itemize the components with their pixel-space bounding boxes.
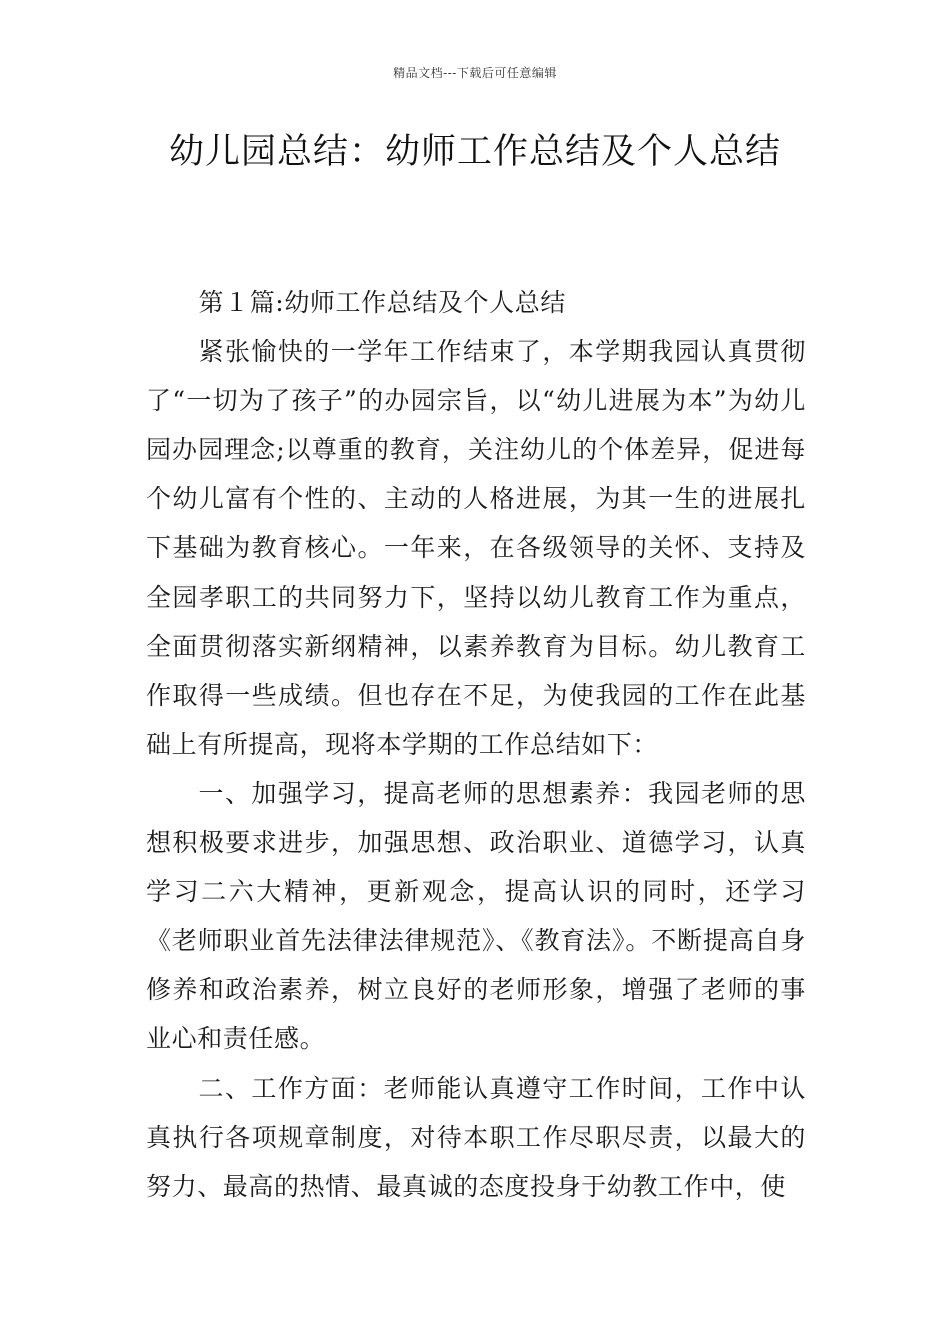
chapter-heading: 第１篇:幼师工作总结及个人总结: [198, 288, 566, 317]
document-body: [146, 278, 806, 1211]
header-note: 精品文档---下载后可任意编辑: [393, 66, 557, 80]
paragraph-intro: 紧张愉快的一学年工作结束了，本学期我园认真贯彻了“一切为了孩子”的办园宗旨，以“幼儿进展为本”为幼儿园办园理念;以尊重的教育，关注幼儿的个体差异，促进每个幼儿富有个性的、主动的人格进展，为其一生的进展扎下基础为教育核心。一年来，在各级领导的关怀、支持及全园孝职工的共同努力下，坚持以幼儿教育工作为重点，全面贯彻落实新纲精神，以素养教育为目标。幼儿教育工作取得一些成绩。但也存在不足，为使我园的工作在此基础上有所提高，现将本学期的工作总结如下：: [146, 337, 806, 759]
paragraph-section-1: 一、加强学习，提高老师的思想素养：我园老师的思想积极要求进步，加强思想、政治职业、道德学习，认真学习二六大精神，更新观念，提高认识的同时，还学习《老师职业首先法律法律规范》、《教育法》。不断提高自身修养和政治素养，树立良好的老师形象，增强了老师的事业心和责任感。: [146, 778, 806, 1054]
paragraph-section-2: 二、工作方面：老师能认真遵守工作时间，工作中认真执行各项规章制度，对待本职工作尽职尽责，以最大的努力、最高的热情、最真诚的态度投身于幼教工作中，使: [146, 1073, 806, 1201]
document-title: 幼儿园总结：幼师工作总结及个人总结: [168, 132, 781, 172]
